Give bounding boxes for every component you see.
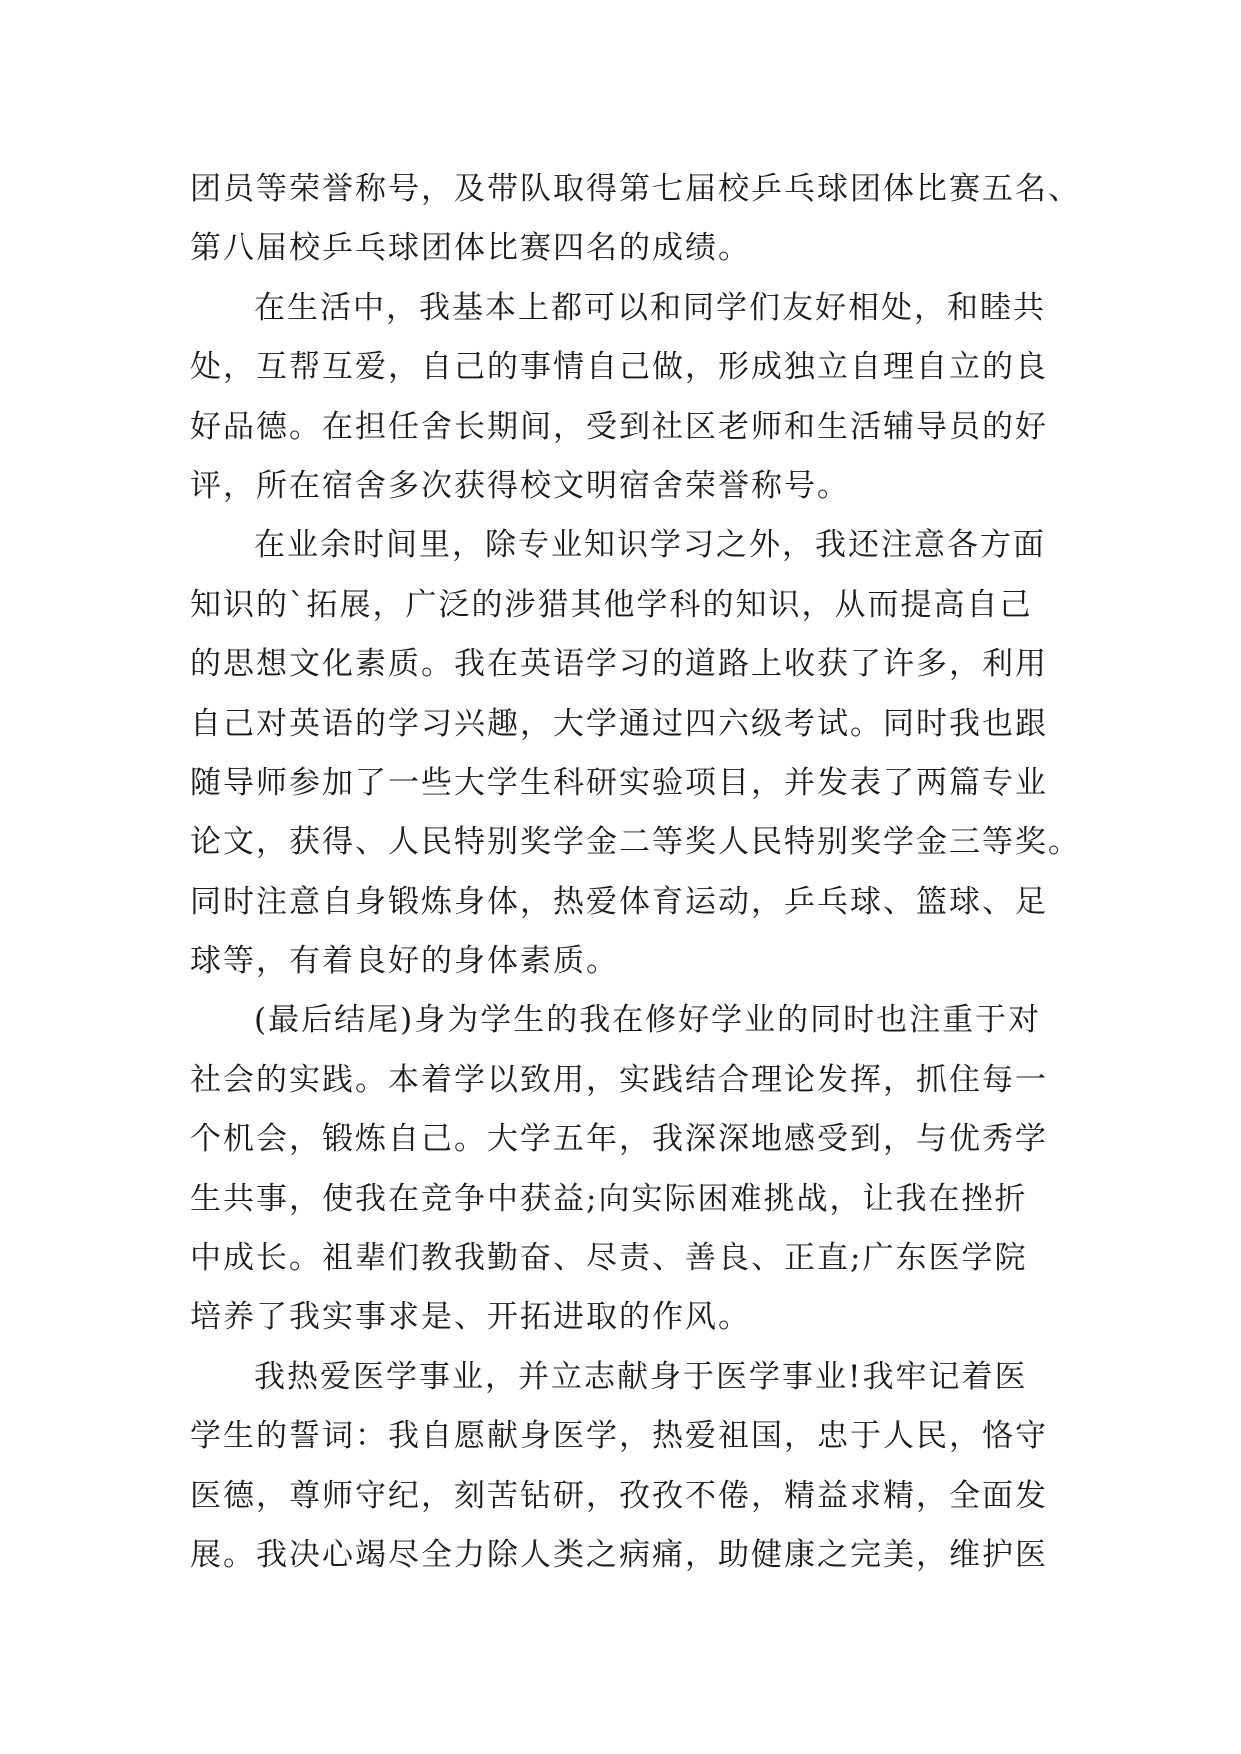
text-line: 论文，获得、人民特别奖学金二等奖人民特别奖学金三等奖。 xyxy=(190,824,1081,861)
body-text xyxy=(190,160,1090,1585)
text-line: 处，互帮互爱，自己的事情自己做，形成独立自理自立的良 xyxy=(190,349,1048,386)
text-line: 同时注意自身锻炼身体，热爱体育运动，乒乓球、篮球、足 xyxy=(190,883,1048,920)
paragraph-start-line: (最后结尾)身为学生的我在修好学业的同时也注重于对 xyxy=(254,1002,1042,1039)
text-line: 医德，尊师守纪，刻苦钻研，孜孜不倦，精益求精，全面发 xyxy=(190,1477,1048,1514)
text-line: 生共事，使我在竞争中获益;向实际困难挑战，让我在挫折 xyxy=(190,1180,1028,1217)
text-line: 团员等荣誉称号，及带队取得第七届校乒乓球团体比赛五名、 xyxy=(190,171,1081,207)
text-line: 的思想文化素质。我在英语学习的道路上收获了许多，利用 xyxy=(190,646,1048,683)
text-line: 学生的誓词：我自愿献身医学，热爱祖国，忠于人民，恪守 xyxy=(190,1418,1048,1455)
text-line: 好品德。在担任舍长期间，受到社区老师和生活辅导员的好 xyxy=(190,408,1048,445)
text-line: 第八届校乒乓球团体比赛四名的成绩。 xyxy=(190,230,751,267)
text-line: 知识的`拓展，广泛的涉猎其他学科的知识，从而提高自己 xyxy=(190,586,1033,623)
text-line: 球等，有着良好的身体素质。 xyxy=(190,943,619,980)
text-line: 评，所在宿舍多次获得校文明宿舍荣誉称号。 xyxy=(190,467,850,504)
text-line: 中成长。祖辈们教我勤奋、尽责、善良、正直;广东医学院 xyxy=(190,1240,1028,1277)
paragraph-start-line: 在业余时间里，除专业知识学习之外，我还注意各方面 xyxy=(254,527,1046,564)
text-line: 培养了我实事求是、开拓进取的作风。 xyxy=(190,1299,751,1336)
text-line: 随导师参加了一些大学生科研实验项目，并发表了两篇专业 xyxy=(190,764,1048,801)
paragraph-start-line: 我热爱医学事业，并立志献身于医学事业!我牢记着医 xyxy=(254,1358,1028,1395)
text-line: 展。我决心竭尽全力除人类之病痛，助健康之完美，维护医 xyxy=(190,1536,1048,1573)
text-line: 个机会，锻炼自己。大学五年，我深深地感受到，与优秀学 xyxy=(190,1121,1048,1158)
text-line: 自己对英语的学习兴趣，大学通过四六级考试。同时我也跟 xyxy=(190,705,1048,742)
paragraph-start-line: 在生活中，我基本上都可以和同学们友好相处，和睦共 xyxy=(254,289,1046,326)
text-line: 社会的实践。本着学以致用，实践结合理论发挥，抓住每一 xyxy=(190,1061,1048,1098)
